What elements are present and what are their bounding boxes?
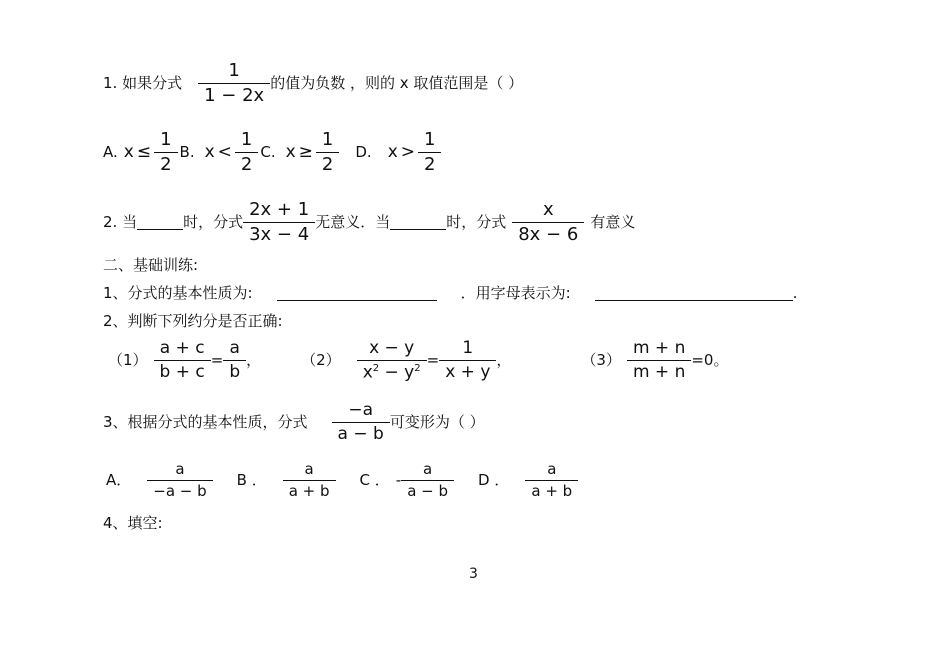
option-a-var: x bbox=[123, 142, 134, 162]
option-c-label: C. bbox=[260, 143, 276, 161]
option-b-numerator: 1 bbox=[240, 129, 253, 150]
option-a-fraction bbox=[154, 131, 177, 174]
option-b-fraction bbox=[235, 131, 258, 174]
q1-prefix: 1. 如果分式 bbox=[103, 74, 183, 92]
q2-fraction-2-denominator: 8x − 6 bbox=[518, 224, 579, 245]
item-3-option-b-label: B ． bbox=[236, 471, 267, 489]
item-3-numerator: −a bbox=[348, 400, 374, 420]
part-2-left-numerator: x − y bbox=[369, 338, 415, 358]
part-2-left-fraction bbox=[357, 340, 427, 382]
item-3 bbox=[103, 402, 485, 443]
option-c-var: x bbox=[285, 142, 296, 162]
item-3-option-c-sign: - bbox=[395, 471, 402, 489]
part-3-label: （3） bbox=[581, 351, 621, 370]
option-d-numerator: 1 bbox=[424, 129, 436, 150]
q1-fraction bbox=[198, 62, 270, 105]
item-1 bbox=[103, 286, 797, 301]
option-a-numerator: 1 bbox=[160, 129, 172, 150]
q2-fraction-1-denominator: 3x − 4 bbox=[249, 224, 310, 245]
q1-fraction-denominator: 1 − 2x bbox=[204, 85, 265, 106]
part-3-fraction bbox=[627, 340, 691, 381]
item-1-mid: ．用字母表示为: bbox=[460, 284, 571, 302]
option-d-label: D. bbox=[355, 143, 372, 161]
item-3-option-d-denominator: a + b bbox=[531, 482, 573, 500]
q2-mid2: 无意义．当 bbox=[315, 213, 391, 231]
part-1-right-fraction bbox=[223, 340, 246, 381]
part-2-label: （2） bbox=[301, 351, 341, 370]
page-number: 3 bbox=[469, 566, 478, 582]
part-2-right-fraction bbox=[439, 340, 496, 381]
item-3-option-c-denominator: a − b bbox=[407, 482, 449, 500]
item-3-option-c-label: C ． bbox=[359, 471, 390, 489]
item-3-text: 3、根据分式的基本性质，分式 bbox=[103, 413, 308, 431]
option-c-denominator: 2 bbox=[321, 154, 334, 175]
part-1-equals: = bbox=[210, 351, 224, 370]
item-4: 4、填空: bbox=[103, 514, 163, 532]
item-3-option-d-numerator: a bbox=[547, 460, 557, 478]
item-3-option-b-denominator: a + b bbox=[288, 482, 330, 500]
part-2-equals: = bbox=[426, 351, 440, 370]
q2-prefix: 2. 当 bbox=[103, 213, 138, 231]
item-1-blank-formula[interactable] bbox=[595, 286, 793, 301]
option-a-operator: ≤ bbox=[136, 142, 152, 162]
q1-suffix: 的值为负数 ，则的 x 取值范围是（ ） bbox=[270, 74, 524, 92]
option-d-operator: > bbox=[400, 142, 416, 162]
item-2-text: 2、判断下列约分是否正确: bbox=[103, 312, 283, 330]
part-1-right-numerator: a bbox=[229, 338, 240, 359]
item-3-denominator: a − b bbox=[337, 424, 384, 444]
option-c-numerator: 1 bbox=[321, 129, 334, 150]
item-3-option-c-fraction bbox=[401, 462, 454, 499]
option-d-fraction bbox=[418, 131, 441, 174]
q2-blank-2[interactable] bbox=[390, 215, 446, 230]
q2-fraction-1-numerator: 2x + 1 bbox=[249, 199, 310, 220]
option-a-label: A. bbox=[103, 143, 118, 161]
q1-fraction-numerator: 1 bbox=[228, 60, 240, 81]
option-c-operator: ≥ bbox=[298, 142, 313, 162]
part-1-end: ， bbox=[246, 351, 262, 370]
item-3-option-b-numerator: a bbox=[304, 460, 314, 478]
question-1 bbox=[103, 62, 523, 105]
item-3-option-b-fraction bbox=[283, 462, 336, 499]
option-b-label: B. bbox=[179, 143, 195, 161]
part-2-right-denominator: x + y bbox=[445, 362, 491, 383]
q2-fraction-2-numerator: x bbox=[542, 199, 554, 220]
option-a-denominator: 2 bbox=[160, 154, 172, 175]
item-3-option-d-fraction bbox=[525, 462, 578, 499]
item-3-option-a-numerator: a bbox=[175, 460, 185, 478]
part-2-right-numerator: 1 bbox=[462, 338, 474, 359]
option-b-var: x bbox=[204, 142, 215, 162]
item-3-option-a-denominator: −a − b bbox=[153, 482, 207, 500]
q2-fraction-1 bbox=[243, 201, 315, 244]
part-1-label: （1） bbox=[108, 351, 148, 370]
part-2-left-denominator: $x^2 - y^2$ bbox=[362, 362, 421, 383]
item-1-text: 1、分式的基本性质为: bbox=[103, 284, 253, 302]
q2-mid3: 时，分式 bbox=[446, 213, 507, 231]
item-3-option-d-label: D ． bbox=[478, 471, 510, 489]
question-2 bbox=[103, 201, 635, 244]
option-c-fraction bbox=[316, 131, 339, 174]
item-3-fraction bbox=[332, 402, 390, 443]
item-1-blank-property[interactable] bbox=[277, 286, 437, 301]
item-3-option-a-fraction bbox=[147, 462, 212, 499]
q2-blank-1[interactable] bbox=[137, 215, 183, 230]
part-1-left-fraction bbox=[154, 340, 211, 381]
part-1-left-denominator: b + c bbox=[159, 362, 205, 383]
q2-mid1: 时，分式 bbox=[183, 213, 244, 231]
part-2-end: ， bbox=[496, 351, 512, 370]
q1-options bbox=[103, 131, 441, 174]
option-d-denominator: 2 bbox=[424, 154, 436, 175]
option-d-var: x bbox=[387, 142, 398, 162]
option-b-denominator: 2 bbox=[240, 154, 253, 175]
part-1-left-numerator: a + c bbox=[159, 338, 205, 359]
item-3-options bbox=[106, 462, 578, 499]
q2-fraction-2 bbox=[512, 201, 584, 244]
section-2-heading: 二、基础训练: bbox=[103, 256, 199, 274]
part-1-right-denominator: b bbox=[229, 362, 241, 383]
item-3-suffix: 可变形为（ ） bbox=[389, 413, 485, 431]
q2-suffix: 有意义 bbox=[590, 213, 636, 231]
item-3-option-c-numerator: a bbox=[423, 460, 433, 478]
item-2-parts bbox=[108, 340, 728, 382]
option-b-operator: < bbox=[217, 142, 232, 162]
part-3-numerator: m + n bbox=[632, 338, 686, 359]
item-2 bbox=[103, 314, 283, 329]
item-1-end: . bbox=[792, 284, 798, 302]
part-3-denominator: m + n bbox=[632, 362, 686, 383]
part-3-end: =0。 bbox=[691, 351, 729, 370]
item-3-option-a-label: A． bbox=[106, 471, 132, 489]
